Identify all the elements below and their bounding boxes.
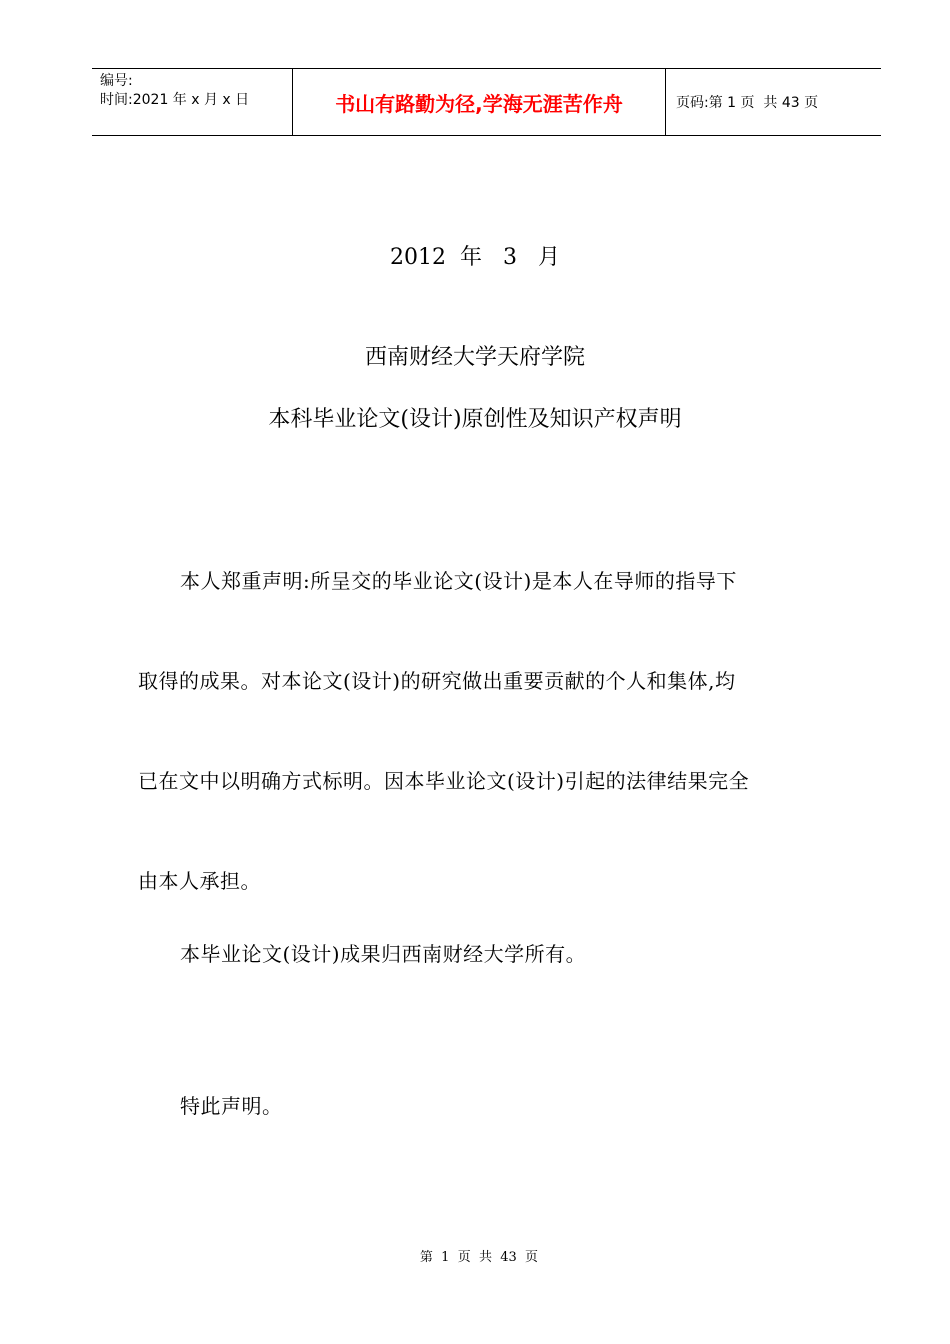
- declaration-line-4: 由本人承担。: [138, 869, 261, 893]
- school-name: 西南财经大学天府学院: [364, 345, 585, 370]
- document-header: [92, 68, 881, 136]
- page-info-text: 页码:第 1 页 共 43 页: [676, 95, 819, 111]
- document-date: 2012 年 3 月: [390, 245, 560, 270]
- time-label: 时间:2021 年 x 月 x 日: [100, 92, 250, 108]
- header-page-info: [666, 69, 881, 135]
- declaration-line-2: 取得的成果。对本论文(设计)的研究做出重要贡献的个人和集体,均: [138, 669, 736, 693]
- document-title: 本科毕业论文(设计)原创性及知识产权声明: [268, 407, 682, 432]
- declaration-line-3: 已在文中以明确方式标明。因本毕业论文(设计)引起的法律结果完全: [138, 769, 750, 793]
- closing-statement: 特此声明。: [180, 1094, 283, 1118]
- ownership-statement: 本毕业论文(设计)成果归西南财经大学所有。: [180, 942, 587, 966]
- page-footer: 第 1 页 共 43 页: [419, 1250, 539, 1265]
- declaration-line-1: 本人郑重声明:所呈交的毕业论文(设计)是本人在导师的指导下: [180, 569, 737, 593]
- number-label: 编号:: [100, 73, 133, 89]
- header-motto: 书山有路勤为径,学海无涯苦作舟: [293, 69, 666, 135]
- header-meta: [92, 69, 293, 135]
